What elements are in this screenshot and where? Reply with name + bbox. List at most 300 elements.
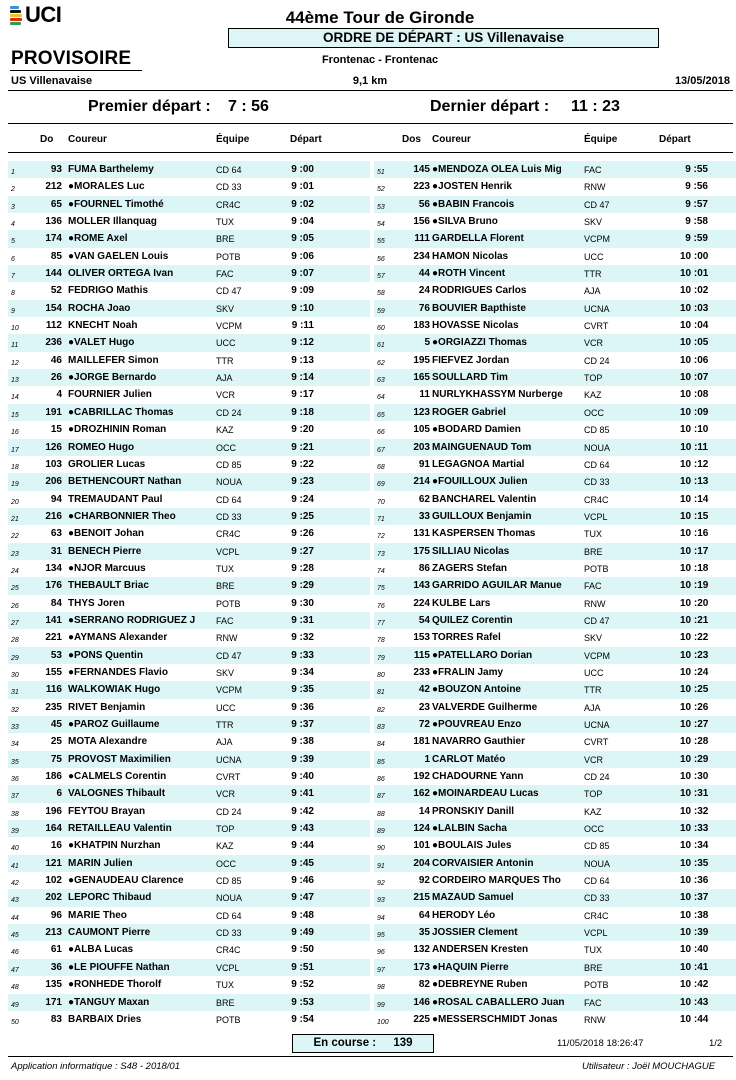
rider-name: ●PATELLARO Dorian	[432, 649, 533, 661]
row-index: 62	[377, 359, 385, 367]
team-code: UCC	[216, 702, 236, 713]
bib-number: 115	[413, 649, 430, 661]
start-time: 9 :06	[291, 250, 314, 262]
team-code: VCR	[584, 754, 604, 765]
row-index: 23	[11, 550, 19, 558]
row-index: 45	[11, 932, 19, 940]
table-row	[374, 629, 736, 646]
row-index: 82	[377, 706, 385, 714]
team-code: AJA	[216, 737, 233, 748]
row-index: 37	[11, 793, 19, 801]
bib-number: 63	[50, 528, 62, 540]
rider-name: ●VAN GAELEN Louis	[68, 250, 169, 262]
bib-number: 14	[418, 805, 430, 817]
start-time: 10 :20	[680, 597, 709, 609]
app-version: Application informatique : S48 - 2018/01	[11, 1061, 180, 1072]
row-index: 6	[11, 255, 15, 263]
row-index: 71	[377, 515, 385, 523]
riders-count-box	[292, 1034, 434, 1053]
table-row	[8, 994, 370, 1011]
bib-number: 94	[50, 493, 62, 505]
bib-number: 196	[45, 805, 62, 817]
bib-number: 26	[50, 372, 62, 384]
start-time: 10 :39	[680, 927, 709, 939]
rider-name: LEGAGNOA Martial	[432, 458, 525, 470]
row-index: 91	[377, 862, 385, 870]
team-code: CD 33	[584, 893, 610, 904]
table-row	[8, 941, 370, 958]
start-time: 10 :42	[680, 979, 709, 991]
rider-name: ●AYMANS Alexander	[68, 632, 168, 644]
table-row	[8, 456, 370, 473]
row-index: 54	[377, 221, 385, 229]
table-row	[374, 768, 736, 785]
bib-number: 52	[50, 285, 62, 297]
team-code: POTB	[216, 598, 241, 609]
divider	[8, 152, 733, 153]
row-index: 8	[11, 290, 15, 298]
team-code: CD 33	[216, 511, 242, 522]
rider-name: MAZAUD Samuel	[432, 892, 514, 904]
start-time: 10 :13	[680, 476, 709, 488]
team-code: FAC	[584, 165, 602, 175]
bib-number: 233	[413, 666, 430, 678]
status-underline	[10, 70, 142, 71]
bib-number: 62	[418, 493, 430, 505]
first-departure-time: 7 : 56	[228, 98, 269, 115]
start-time: 9 :29	[291, 580, 314, 592]
rider-name: ●SERRANO RODRIGUEZ J	[68, 614, 196, 626]
row-index: 40	[11, 845, 19, 853]
bib-number: 84	[50, 597, 62, 609]
table-row	[8, 543, 370, 560]
table-row	[8, 907, 370, 924]
table-row	[374, 300, 736, 317]
rider-name: ●ORGIAZZI Thomas	[432, 337, 527, 349]
team-code: CD 33	[216, 928, 242, 939]
table-row	[8, 369, 370, 386]
start-time: 9 :31	[291, 614, 314, 626]
row-index: 7	[11, 273, 15, 281]
bib-number: 176	[45, 580, 62, 592]
rider-name: ●BOULAIS Jules	[432, 840, 512, 852]
table-row	[8, 525, 370, 542]
table-row	[8, 976, 370, 993]
bib-number: 24	[418, 285, 430, 297]
count-label: En course :	[313, 1037, 377, 1049]
rider-name: ●BENOIT Johan	[68, 528, 145, 540]
bib-number: 186	[45, 771, 62, 783]
rider-name: HOVASSE Nicolas	[432, 320, 519, 332]
rider-name: FUMA Barthelemy	[68, 164, 154, 175]
bib-number: 54	[418, 614, 430, 626]
team-code: BRE	[584, 546, 603, 557]
start-time: 10 :35	[680, 857, 709, 869]
row-index: 84	[377, 741, 385, 749]
table-row	[374, 456, 736, 473]
divider	[8, 123, 733, 124]
team-code: NOUA	[584, 442, 611, 453]
row-index: 69	[377, 481, 385, 489]
header-start: Départ	[659, 134, 691, 145]
row-index: 57	[377, 273, 385, 281]
table-row	[8, 178, 370, 195]
start-time: 10 :12	[680, 458, 709, 470]
rider-name: CORVAISIER Antonin	[432, 857, 534, 869]
row-index: 21	[11, 515, 19, 523]
bib-number: 96	[50, 909, 62, 921]
table-row	[374, 404, 736, 421]
bib-number: 134	[45, 562, 62, 574]
start-time: 9 :23	[291, 476, 314, 488]
start-time: 9 :09	[291, 285, 314, 297]
team-code: VCPL	[584, 511, 608, 522]
team-code: CR4C	[584, 910, 609, 921]
start-list-left	[8, 161, 370, 1028]
start-time: 9 :26	[291, 528, 314, 540]
start-time: 9 :38	[291, 736, 314, 748]
bib-number: 202	[45, 892, 62, 904]
rider-name: ZAGERS Stefan	[432, 562, 508, 574]
bib-number: 212	[45, 181, 62, 193]
bib-number: 234	[413, 250, 430, 262]
bib-number: 174	[45, 233, 62, 245]
event-date: 13/05/2018	[674, 75, 730, 87]
team-code: CD 24	[216, 806, 242, 817]
rider-name: ●FOUILLOUX Julien	[432, 476, 528, 488]
bib-number: 83	[50, 1013, 62, 1025]
table-row	[8, 352, 370, 369]
start-time: 9 :35	[291, 684, 314, 696]
row-index: 88	[377, 810, 385, 818]
rider-name: WALKOWIAK Hugo	[68, 684, 161, 696]
start-time: 10 :44	[680, 1013, 709, 1025]
rider-name: ●JOSTEN Henrik	[432, 181, 512, 193]
rider-name: BETHENCOURT Nathan	[68, 476, 182, 488]
rainbow-stripes-icon	[10, 6, 23, 24]
start-time: 9 :50	[291, 944, 314, 956]
row-index: 5	[11, 238, 15, 246]
start-time: 9 :58	[685, 216, 708, 228]
rider-name: ●BABIN Francois	[432, 198, 515, 210]
team-code: VCPL	[584, 928, 608, 939]
team-code: TUX	[216, 217, 234, 228]
team-code: CD 64	[216, 165, 242, 175]
table-row	[8, 785, 370, 802]
team-code: BRE	[216, 581, 235, 592]
start-time: 9 :20	[291, 424, 314, 436]
table-row	[8, 404, 370, 421]
header-rider: Coureur	[68, 134, 107, 145]
team-code: CR4C	[216, 199, 241, 210]
row-index: 12	[11, 359, 19, 367]
table-row	[374, 213, 736, 230]
rider-name: ●BOUZON Antoine	[432, 684, 521, 696]
table-row	[8, 213, 370, 230]
row-index: 59	[377, 307, 385, 315]
team-code: KAZ	[216, 841, 234, 852]
rider-name: ●FOURNEL Timothé	[68, 198, 164, 210]
rider-name: HAMON Nicolas	[432, 250, 509, 262]
row-index: 55	[377, 238, 385, 246]
team-code: CVRT	[216, 772, 241, 783]
start-list-right	[374, 161, 736, 1028]
start-time: 9 :40	[291, 771, 314, 783]
rider-name: ●LE PIOUFFE Nathan	[68, 961, 170, 973]
start-time: 9 :22	[291, 458, 314, 470]
bib-number: 11	[419, 389, 430, 401]
row-index: 15	[11, 411, 19, 419]
rider-name: ●ROSAL CABALLERO Juan	[432, 996, 565, 1008]
bib-number: 65	[50, 198, 62, 210]
rider-name: SILLIAU Nicolas	[432, 545, 510, 557]
start-time: 10 :15	[680, 510, 709, 522]
row-index: 52	[377, 186, 385, 194]
rider-name: ●KHATPIN Nurzhan	[68, 840, 161, 852]
start-time: 10 :08	[680, 389, 709, 401]
bib-number: 216	[45, 510, 62, 522]
row-index: 98	[377, 984, 385, 992]
status-label: PROVISOIRE	[11, 48, 132, 69]
team-code: VCPM	[584, 650, 611, 661]
rider-name: ●GENAUDEAU Clarence	[68, 875, 184, 887]
table-row	[374, 837, 736, 854]
rider-name: ROCHA Joao	[68, 302, 131, 314]
bib-number: 44	[418, 268, 430, 280]
start-time: 9 :57	[685, 198, 708, 210]
uci-logo	[10, 4, 61, 26]
table-row	[8, 508, 370, 525]
rider-name: ●ALBA Lucas	[68, 944, 134, 956]
start-time: 9 :48	[291, 909, 314, 921]
start-time: 9 :02	[291, 198, 314, 210]
start-time: 10 :05	[680, 337, 709, 349]
row-index: 61	[377, 342, 385, 350]
team-code: TTR	[584, 269, 602, 280]
start-time: 9 :28	[291, 562, 314, 574]
table-row	[374, 699, 736, 716]
start-time: 9 :51	[291, 961, 314, 973]
row-index: 89	[377, 828, 385, 836]
start-time: 10 :26	[680, 701, 709, 713]
row-index: 53	[377, 203, 385, 211]
bib-number: 173	[413, 961, 430, 973]
rider-name: ●NJOR Marcuus	[68, 562, 146, 574]
table-row	[8, 439, 370, 456]
rider-name: CAUMONT Pierre	[68, 927, 151, 939]
rider-name: ●DROZHININ Roman	[68, 424, 167, 436]
rider-name: NURLYKHASSYM Nurberge	[432, 389, 563, 401]
table-row	[374, 924, 736, 941]
start-time: 10 :27	[680, 719, 709, 730]
bib-number: 111	[414, 233, 430, 245]
table-row	[8, 924, 370, 941]
page-number: 1/2	[709, 1038, 723, 1049]
divider	[8, 90, 733, 91]
bib-number: 165	[413, 372, 430, 384]
row-index: 95	[377, 932, 385, 940]
team-code: VCPM	[584, 234, 611, 245]
row-index: 73	[377, 550, 385, 558]
team-code: VCR	[216, 789, 236, 800]
row-index: 38	[11, 810, 19, 818]
start-time: 10 :21	[680, 614, 709, 626]
team-code: BRE	[216, 997, 235, 1008]
team-code: OCC	[216, 442, 236, 453]
team-code: SKV	[216, 303, 235, 314]
rider-name: ●ROTH Vincent	[432, 268, 506, 280]
start-time: 10 :30	[680, 771, 709, 783]
bib-number: 143	[413, 580, 430, 592]
team-code: UCC	[216, 338, 236, 349]
team-code: NOUA	[584, 858, 611, 869]
rider-name: MARIN Julien	[68, 857, 133, 869]
row-index: 18	[11, 463, 19, 471]
start-time: 10 :24	[680, 666, 709, 678]
bib-number: 61	[50, 944, 62, 956]
bib-number: 162	[413, 788, 430, 800]
bib-number: 86	[418, 562, 430, 574]
rider-name: PROVOST Maximilien	[68, 753, 171, 765]
row-index: 74	[377, 567, 385, 575]
bib-number: 36	[50, 961, 62, 973]
bib-number: 102	[45, 875, 62, 887]
row-index: 65	[377, 411, 385, 419]
start-time: 10 :32	[680, 805, 709, 817]
bib-number: 181	[413, 736, 430, 748]
team-code: RNW	[584, 182, 606, 193]
start-time: 9 :44	[291, 840, 314, 852]
table-row	[374, 647, 736, 664]
row-index: 60	[377, 325, 385, 333]
start-time: 10 :06	[680, 354, 709, 366]
start-time: 9 :10	[291, 302, 314, 314]
bib-number: 224	[413, 597, 430, 609]
rider-name: ●PAROZ Guillaume	[68, 719, 160, 730]
bib-number: 1	[424, 753, 430, 765]
table-row	[374, 248, 736, 265]
bib-number: 144	[45, 268, 62, 280]
row-index: 36	[11, 776, 19, 784]
start-time: 10 :40	[680, 944, 709, 956]
table-row	[374, 230, 736, 247]
bib-number: 92	[418, 875, 430, 887]
row-index: 47	[11, 966, 19, 974]
start-time: 9 :39	[291, 753, 314, 765]
start-time: 10 :14	[680, 493, 709, 505]
bib-number: 154	[45, 302, 62, 314]
bib-number: 215	[413, 892, 430, 904]
table-row	[374, 976, 736, 993]
bib-number: 31	[50, 545, 62, 557]
team-code: TUX	[216, 980, 234, 991]
start-time: 10 :03	[680, 302, 709, 314]
rider-name: FOURNIER Julien	[68, 389, 152, 401]
start-time: 10 :02	[680, 285, 709, 297]
table-row	[8, 161, 370, 178]
row-index: 14	[11, 394, 19, 402]
row-index: 94	[377, 914, 385, 922]
print-timestamp: 11/05/2018 18:26:47	[557, 1038, 644, 1049]
start-time: 10 :18	[680, 562, 709, 574]
table-row	[374, 872, 736, 889]
team-code: CD 24	[584, 355, 610, 366]
row-index: 22	[11, 533, 19, 541]
row-index: 39	[11, 828, 19, 836]
team-code: TTR	[584, 685, 602, 696]
team-code: RNW	[584, 1014, 606, 1025]
table-row	[374, 334, 736, 351]
table-row	[8, 334, 370, 351]
table-row	[8, 872, 370, 889]
start-time: 10 :43	[680, 996, 709, 1008]
bib-number: 225	[413, 1013, 430, 1025]
first-departure-label: Premier départ :	[88, 98, 211, 115]
bib-number: 175	[413, 545, 430, 557]
table-row	[8, 803, 370, 820]
row-index: 33	[11, 724, 19, 731]
rider-name: VALOGNES Thibault	[68, 788, 166, 800]
bib-number: 213	[45, 927, 62, 939]
rider-name: MOLLER Illanquag	[68, 216, 157, 228]
rider-name: FEYTOU Brayan	[68, 805, 146, 817]
row-index: 66	[377, 429, 385, 437]
team-code: OCC	[584, 824, 604, 835]
table-row	[374, 994, 736, 1011]
bib-number: 204	[413, 857, 430, 869]
bib-number: 206	[45, 476, 62, 488]
rider-name: NAVARRO Gauthier	[432, 736, 525, 748]
table-row	[374, 1011, 736, 1028]
start-time: 10 :16	[680, 528, 709, 540]
start-time: 10 :37	[680, 892, 709, 904]
team-code: CD 64	[216, 494, 242, 505]
row-index: 63	[377, 377, 385, 385]
team-code: CD 47	[216, 286, 242, 297]
bib-number: 146	[413, 996, 430, 1008]
row-index: 27	[11, 619, 19, 627]
table-row	[8, 317, 370, 334]
rider-name: HERODY Léo	[432, 909, 496, 921]
row-index: 90	[377, 845, 385, 853]
team-code: AJA	[584, 286, 601, 297]
table-row	[8, 560, 370, 577]
rider-name: ●VALET Hugo	[68, 337, 135, 349]
team-code: KAZ	[216, 425, 234, 436]
start-time: 10 :41	[680, 961, 709, 973]
table-row	[374, 664, 736, 681]
rider-name: ●LALBIN Sacha	[432, 823, 507, 835]
start-time: 9 :01	[291, 181, 314, 193]
start-time: 9 :43	[291, 823, 314, 835]
row-index: 51	[377, 169, 385, 176]
user-name: Utilisateur : Joël MOUCHAGUE	[582, 1061, 716, 1072]
rider-name: PRONSKIY Danill	[432, 805, 515, 817]
bib-number: 236	[45, 337, 62, 349]
rider-name: ●CABRILLAC Thomas	[68, 406, 174, 418]
team-code: CD 85	[216, 459, 242, 470]
team-code: UCNA	[584, 303, 610, 314]
rider-name: ●MENDOZA OLEA Luis Mig	[432, 164, 562, 175]
rider-name: BANCHAREL Valentin	[432, 493, 537, 505]
row-index: 81	[377, 689, 385, 697]
team-code: CD 47	[584, 615, 610, 626]
team-code: CD 47	[216, 650, 242, 661]
start-time: 9 :12	[291, 337, 314, 349]
start-time: 9 :21	[291, 441, 314, 453]
row-index: 76	[377, 602, 385, 610]
team-code: CR4C	[216, 945, 241, 956]
